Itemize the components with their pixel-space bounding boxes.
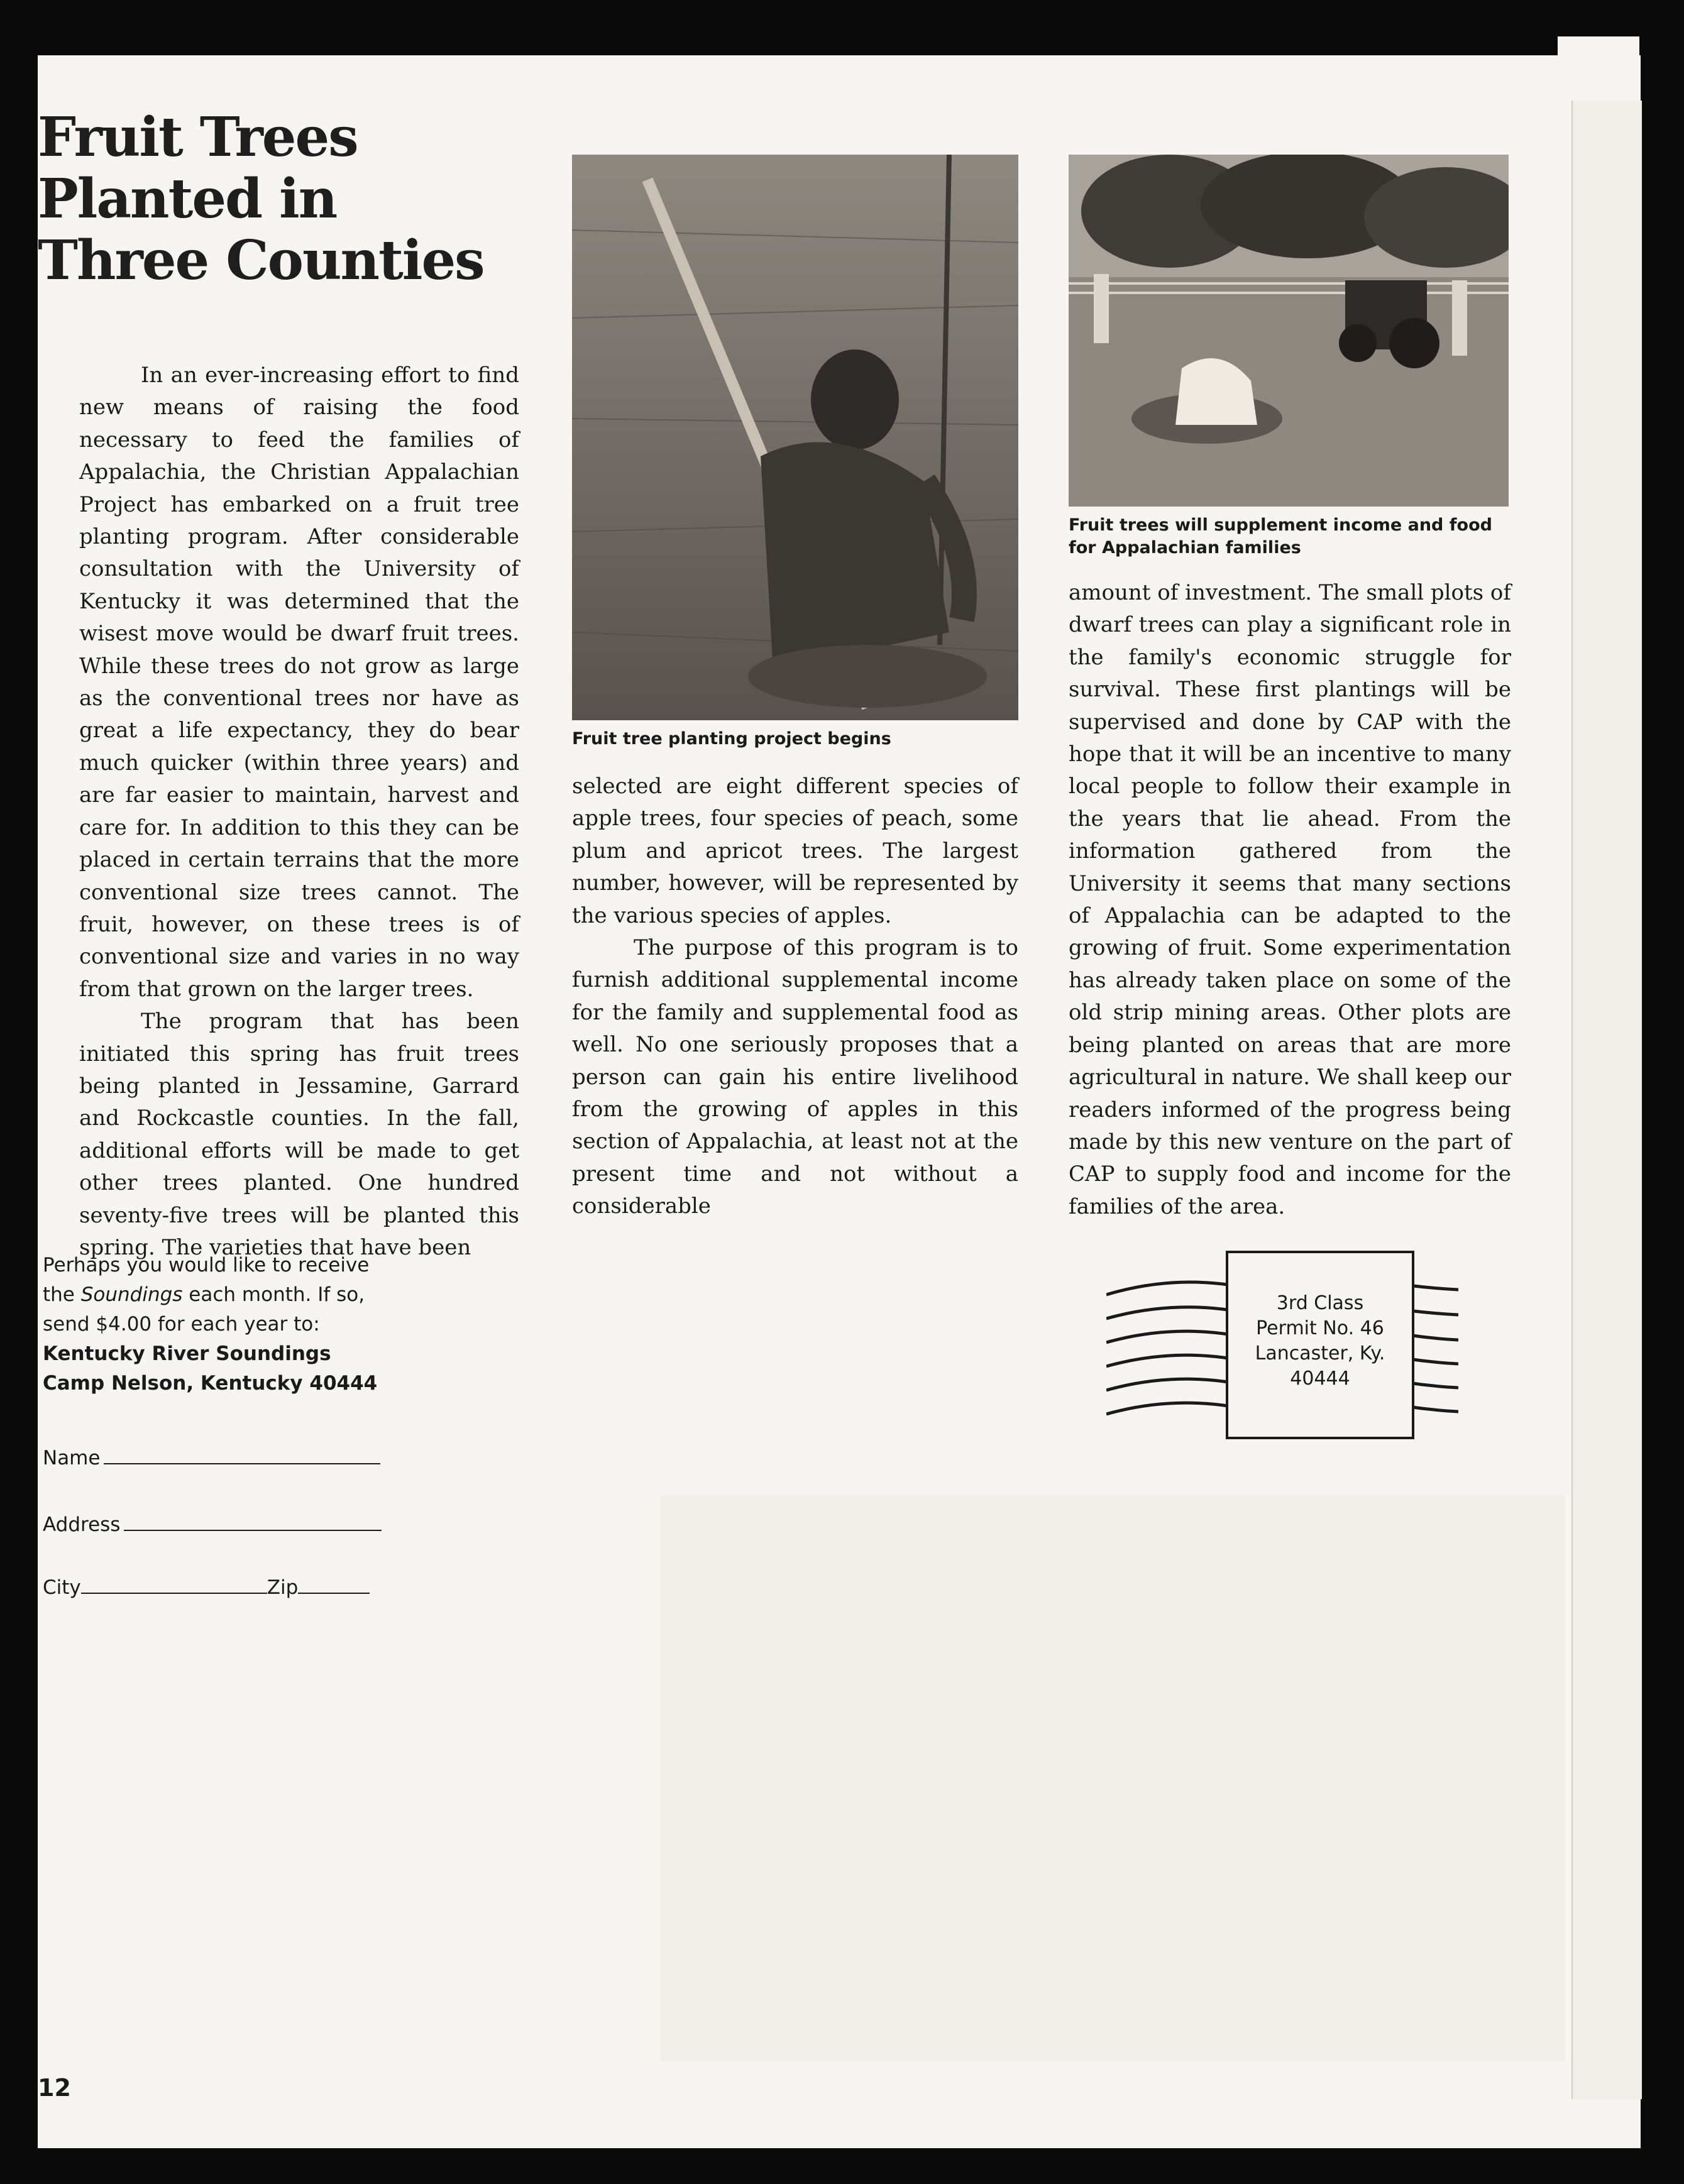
page-number: 12: [38, 2074, 71, 2102]
photo-caption: Fruit trees will supplement income and food for Appalachian families: [1069, 515, 1492, 557]
title-line: Three Counties: [38, 229, 484, 292]
subscribe-line: Perhaps you would like to receive: [43, 1254, 370, 1276]
paragraph: The purpose of this program is to furnish additional supplemental income for the family and supplemental food as well. No one seriously proposes that a person can gain his entire livelihood from the growing of apples in this section of Appalachia, at least not at the present time and not without a considerable: [572, 935, 1018, 1219]
city-zip-field[interactable]: [43, 1576, 370, 1599]
subscription-notice: [43, 1251, 483, 1398]
photo-illustration: [1069, 155, 1509, 507]
permit-line: Permit No. 46: [1256, 1317, 1384, 1339]
paragraph: The program that has been initiated this spring has fruit trees being planted in Jessamine, Garrard and Rockcastle counties. In the fall, additional efforts will be made to get other trees planted. One hundred seventy-five trees will be planted this spring. The varieties that have been: [79, 1009, 519, 1260]
field-line[interactable]: [104, 1462, 380, 1464]
field-label: Zip: [267, 1576, 299, 1599]
organization-address: Camp Nelson, Kentucky 40444: [43, 1372, 378, 1395]
field-line[interactable]: [124, 1529, 382, 1531]
subscribe-line: [43, 1280, 483, 1310]
permit-line: 3rd Class: [1276, 1292, 1364, 1314]
article-column-3: [1069, 577, 1511, 1223]
text-fragment: each month. If so,: [182, 1283, 365, 1306]
article-column-2: [572, 771, 1018, 1223]
paragraph: amount of investment. The small plots of dwarf trees can play a significant role in the family's economic struggle for survival. These first plantings will be supervised and done by CAP with the hope that it will be an incentive to many local people to follow their example in the years that lie ahead. From the information gathered from the University it seems that many sections of Appalachia can be adapted to the growing of fruit. Some experimentation has already taken place on some of the old strip mining areas. Other plots are being planted on areas that are more agricultural in nature. We shall keep our readers informed of the progress being made by this new venture on the part of CAP to supply food and income for the families of the area.: [1069, 580, 1511, 1219]
field-line[interactable]: [298, 1592, 370, 1594]
text-fragment: the: [43, 1283, 81, 1306]
paragraph: In an ever-increasing effort to find new means of raising the food necessary to feed the families of Appalachia, the Christian Appalachian Project has embarked on a fruit tree planting program. After considerable consultation with the University of Kentucky it was determined that the wisest move would be dwarf fruit trees. While these trees do not grow as large as the conventional trees nor have as great a life expectancy, they do bear much quicker (within three years) and are far easier to maintain, harvest and care for. In addition to this they can be placed in certain terrains that the more conventional size trees cannot. The fruit, however, on these trees is of conventional size and varies in no way from that grown on the larger trees.: [79, 363, 519, 1002]
publication-name: Soundings: [80, 1283, 183, 1306]
field-label: Address: [43, 1513, 121, 1536]
field-label: Name: [43, 1447, 101, 1469]
subscribe-line: send $4.00 for each year to:: [43, 1313, 320, 1336]
address-field[interactable]: [43, 1513, 382, 1536]
photo-fruit-tree-planting: [572, 155, 1018, 720]
title-line: Fruit Trees: [38, 106, 358, 169]
permit-box: [1226, 1251, 1414, 1439]
organization-name: Kentucky River Soundings: [43, 1342, 331, 1365]
permit-line: Lancaster, Ky.: [1255, 1342, 1385, 1364]
article-column-1: [79, 359, 519, 1264]
field-line[interactable]: [81, 1592, 267, 1594]
photo-tree-planting-tractor: [1069, 155, 1509, 507]
article-title: [38, 107, 515, 292]
postage-indicia: [1106, 1251, 1458, 1439]
photo-illustration: [572, 155, 1018, 720]
name-field[interactable]: [43, 1447, 380, 1469]
title-line: Planted in: [38, 167, 337, 231]
field-label: City: [43, 1576, 81, 1599]
photo-caption: Fruit tree planting project begins: [572, 729, 891, 749]
permit-line: 40444: [1290, 1368, 1350, 1390]
paragraph: selected are eight different species of apple trees, four species of peach, some plum and apricot trees. The largest number, however, will be represented by the various species of apples.: [572, 774, 1018, 928]
show-through-area: [660, 1496, 1565, 2061]
facing-page-edge: [1571, 101, 1642, 2099]
